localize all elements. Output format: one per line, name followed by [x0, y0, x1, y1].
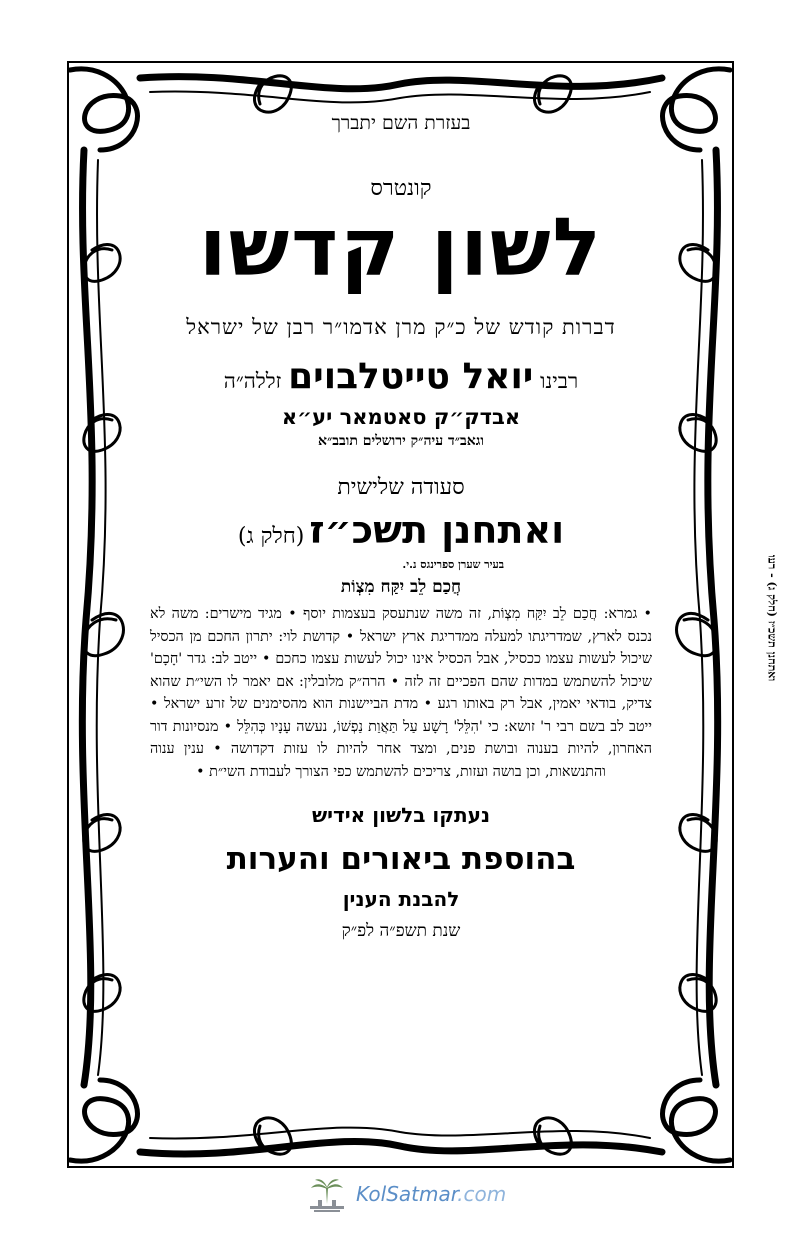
rabbi-suffix: זללה״ה	[223, 369, 282, 393]
translation-note: נעתקו בלשון אידיש	[311, 803, 491, 827]
parsha-name: ואתחנן תשכ״ז	[309, 508, 565, 552]
rabbi-line	[150, 356, 652, 397]
publication-year: שנת תשפ״ה לפ״ק	[341, 921, 461, 941]
title-page-content	[150, 110, 652, 941]
rabbi-name: יואל טייטלבוים	[288, 356, 534, 397]
rabbi-prefix: רבינו	[540, 369, 579, 393]
palm-tree-logo-icon	[306, 1176, 348, 1216]
occasion-seuda: סעודה שלישית	[337, 475, 465, 500]
logo-brand: KolSatmar	[356, 1182, 458, 1206]
logo-tld: .com	[457, 1182, 507, 1206]
kolsatmar-logo[interactable]	[306, 1176, 506, 1216]
understanding-note: להבנת הענין	[342, 887, 460, 911]
position-line-2: וגאב״ד עיה״ק ירושלים תובב״א	[318, 433, 484, 449]
side-page-header: ואתחנן תשכ״ז (חלק ג) - רעו	[765, 554, 779, 682]
book-title: לשון קדשו	[199, 201, 603, 294]
article-heading: חֲכַם לֵב יִקַּח מִצְוֹת	[340, 577, 462, 597]
logo-wordmark	[356, 1182, 506, 1206]
blessing-line: בעזרת השם יתברך	[331, 112, 471, 134]
location-line: בעיר שערן ספרינגס נ.י.	[402, 558, 504, 571]
parsha-line	[150, 508, 652, 552]
chelek-label: (חלק ג)	[237, 524, 305, 549]
position-line-1: אבדק״ק סאטמאר יע״א	[281, 405, 521, 429]
kuntres-label: קונטרס	[370, 176, 432, 201]
additions-note: בהוספת ביאורים והערות	[226, 841, 576, 877]
subtitle: דברות קודש של כ״ק מרן אדמו״ר רבן של ישראל	[186, 315, 616, 339]
article-summary: • גמרא: חֲכַם לֵב יִקַּח מִצְוֹת, זה משה שנתעסק בעצמות יוסף • מגיד מישרים: משה לא נכנס לארץ, שמדריגתו למעלה ממדריגת ארץ ישראל • קדושת לוי: יתרון החכם מן הכסיל שיכול לעשות עצמו ככסיל, אבל הכסיל אינו יכול לעשות עצמו כחכם • ייטב לב: גדר 'חָכָם' שיכול להשתמש במדות שהם הפכיים זה לזה • הרה״ק מלובלין: אם יאמר לו השי״ת שהוא צדיק, בודאי יאמין, אבל רק באותו רגע • מדת הביישנות הוא מהסימנים של זרע ישראל • ייטב לב בשם רבי ר' זושא: כי 'הִלֵּל' רָשָׁע עַל תַּאֲוַת נַפְשׁוֹ, נעשה עָנָיו כְּהִלֵּל • מנסיונות דור האחרון, להיות בענוה ובושת פנים, ומצד אחר להיות לו עזות דקדושה • ענין ענוה והתנשאות, וכן בושה ועזות, צריכים להשתמש כפי הצורך לעבודת השי״ת •	[150, 606, 652, 780]
